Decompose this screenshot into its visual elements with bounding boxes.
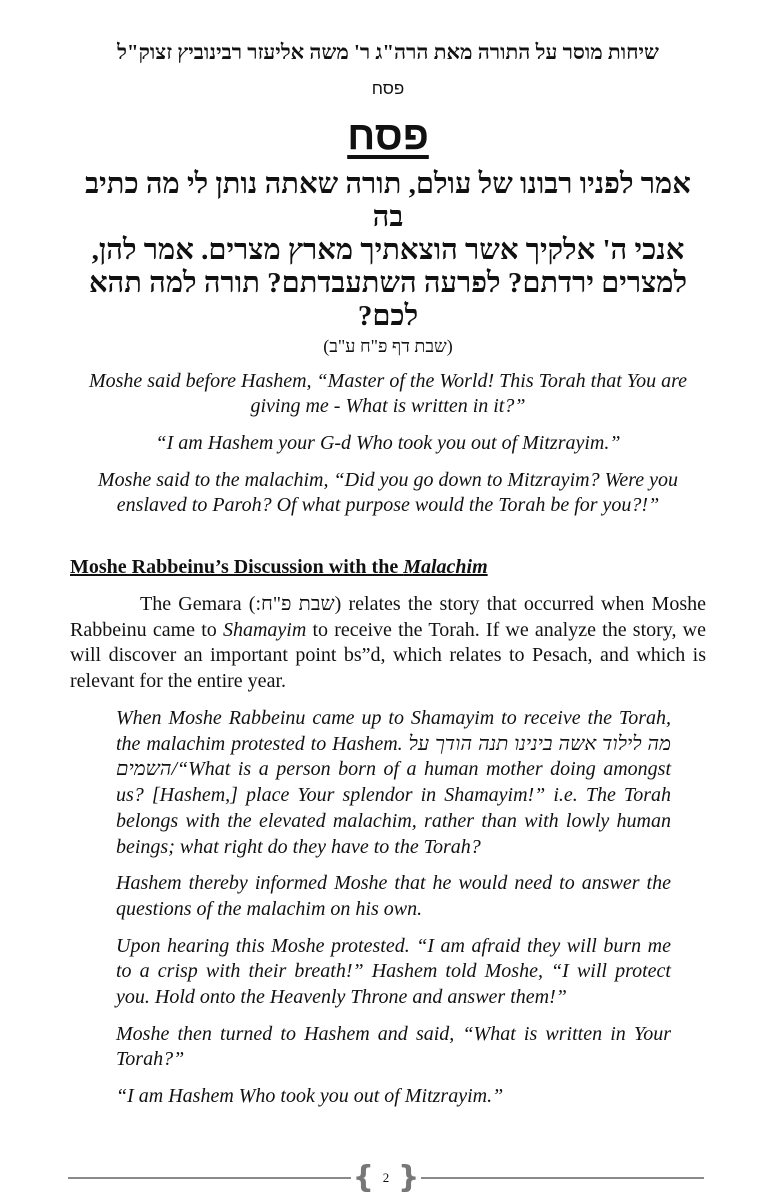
story-paragraph: Upon hearing this Moshe protested. “I am afraid they will burn me to a crisp with their breath!” Hashem told Moshe, “I will protect you. Hold onto the Heavenly Throne and answer them!”: [116, 934, 671, 1009]
text: ) relates the story that occurred when Moshe Rabbeinu came to: [70, 593, 707, 641]
story-paragraph: Hashem thereby informed Moshe that he would need to answer the questions of the malachim on his own.: [116, 872, 671, 920]
page-footer: [68, 1159, 704, 1195]
italic-term: Shamayim: [222, 618, 307, 641]
page-title-text: פסח: [347, 114, 429, 158]
hebrew-source: (שבת דף פ"ח ע"ב): [323, 336, 453, 356]
text: to receive the Torah. If we analyze the story, we will discover an important point bs”d, which relates to Pesach, and which is relevant for the entire year.: [70, 618, 706, 692]
page-title: [70, 110, 706, 162]
section-heading: [70, 554, 706, 580]
translation-line: Moshe said to the malachim, “Did you go down to Mitzrayim? Were you enslaved to Paroh? Of what purpose would the Torah be for you?!”: [97, 469, 679, 516]
hebrew-quote-line: אנכי ה' אלקיך אשר הוצאתיך מארץ מצרים. אמר להן,: [91, 234, 685, 266]
story-block: [116, 706, 671, 1110]
page-number: 2: [382, 1169, 390, 1185]
story-paragraph: “I am Hashem Who took you out of Mitzrayim.”: [116, 1085, 504, 1108]
right-brace-icon: }: [398, 1159, 420, 1195]
story-paragraph: Moshe then turned to Hashem and said, “What is written in Your Torah?”: [116, 1022, 671, 1071]
hebrew-quote-line: למצרים ירדתם? לפרעה השתעבדתם? תורה למה תהא לכם?: [88, 267, 688, 332]
story-paragraph: [116, 706, 671, 860]
translation-line: “I am Hashem your G-d Who took you out of Mitzrayim.”: [155, 432, 621, 454]
hebrew-quote-line: אמר לפניו רבונו של עולם, תורה שאתה נותן לי מה כתיב בה: [85, 168, 691, 233]
running-header: שיחות מוסר על התורה מאת הרה"ג ר' משה אליעזר רבינוביץ זצוק"ל: [117, 40, 659, 64]
hebrew-reference: שבת פ"ח:: [255, 593, 335, 615]
footer-rule-right: [421, 1177, 704, 1179]
footer-rule-left: [68, 1177, 351, 1179]
text: The Gemara (: [140, 593, 256, 615]
section-heading-italic: Malachim: [403, 556, 488, 578]
section-label: פסח: [371, 79, 405, 98]
text: When Moshe Rabbeinu came up to Shamayim to receive the Torah, the malachim protested to Hashem.: [116, 707, 671, 755]
intro-paragraph: [70, 592, 706, 694]
text: /“What is a person born of a human mother doing amongst us? [Hashem,] place Your splendor in Shamayim!” i.e. The Torah belongs with the elevated malachim, rather than with lowly human beings; what right do they have to the Torah?: [116, 758, 671, 858]
translation-line: Moshe said before Hashem, “Master of the World! This Torah that You are giving me - What is written in it?”: [88, 370, 687, 417]
hebrew-quote: [70, 168, 706, 333]
left-brace-icon: {: [352, 1159, 374, 1195]
hebrew-quote-inline: מה לילוד אשה בינינו תנה הודך על השמים: [116, 732, 672, 781]
section-heading-text: Moshe Rabbeinu’s Discussion with the: [70, 556, 404, 578]
